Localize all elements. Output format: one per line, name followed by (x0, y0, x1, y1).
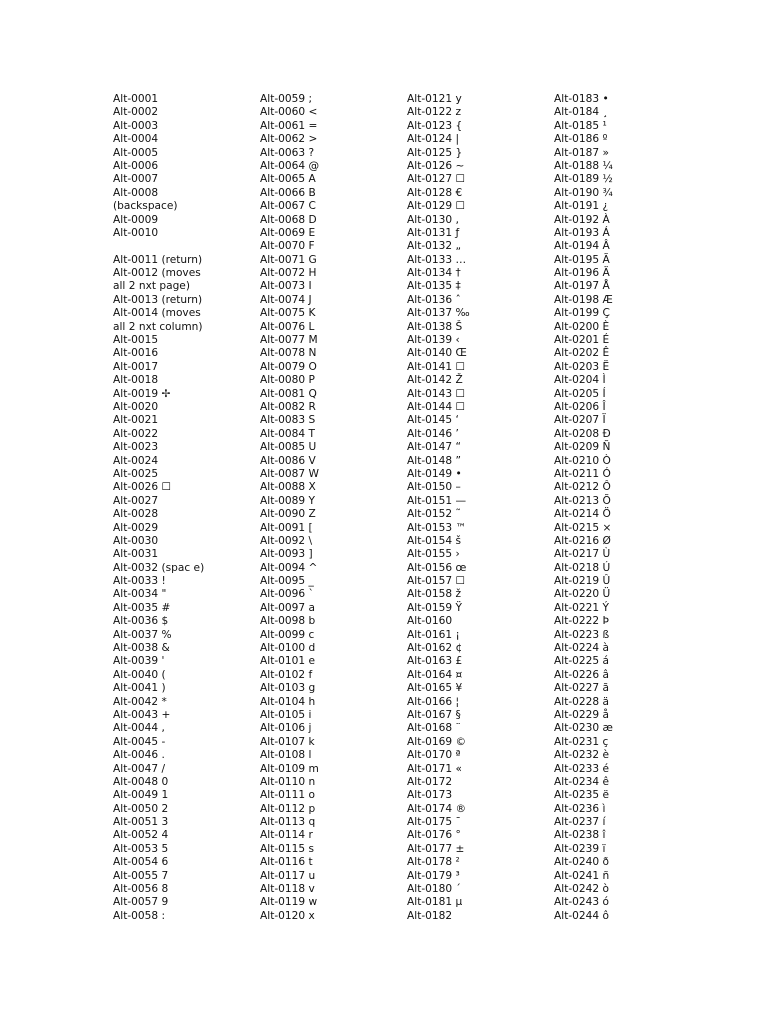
alt-code-entry: Alt-0166 ¦ (407, 695, 460, 708)
alt-code-entry: Alt-0226 â (554, 668, 609, 681)
alt-code-entry: Alt-0003 (113, 119, 159, 132)
alt-code-entry: Alt-0116 t (260, 856, 313, 869)
alt-code-entry: Alt-0031 (113, 548, 159, 561)
alt-code-entry: Alt-0025 (113, 467, 159, 480)
alt-code-entry: Alt-0006 (113, 159, 159, 172)
alt-code-entry: Alt-0225 á (554, 655, 609, 668)
alt-code-entry: Alt-0199 Ç (554, 307, 610, 320)
alt-code-entry: Alt-0128 € (407, 186, 463, 199)
alt-code-entry: Alt-0190 ¾ (554, 186, 613, 199)
alt-code-entry: Alt-0121 y (407, 93, 462, 105)
alt-code-entry: Alt-0086 V (260, 454, 316, 467)
alt-code-entry: Alt-0070 F (260, 240, 315, 253)
alt-code-entry: Alt-0238 î (554, 829, 606, 842)
alt-code-entry: Alt-0069 E (260, 226, 316, 239)
alt-code-entry: Alt-0134 † (407, 267, 461, 280)
alt-code-entry: Alt-0014 (moves (113, 307, 201, 320)
alt-code-entry: Alt-0058 : (113, 909, 166, 922)
alt-code-entry: Alt-0011 (return) (113, 253, 203, 266)
alt-code-entry: Alt-0167 § (407, 708, 461, 721)
column-4 (554, 93, 613, 923)
alt-code-entry: Alt-0168 ¨ (407, 722, 461, 735)
alt-code-entry: Alt-0023 (113, 441, 159, 454)
alt-code-entry: all 2 nxt column) (113, 320, 203, 333)
alt-code-entry: Alt-0123 { (407, 119, 463, 132)
alt-code-entry: Alt-0162 ¢ (407, 642, 463, 655)
alt-code-entry: Alt-0090 Z (260, 508, 316, 521)
alt-code-entry: Alt-0142 Ž (407, 374, 463, 387)
alt-code-entry: Alt-0153 ™ (407, 521, 467, 534)
alt-code-entry: Alt-0049 1 (113, 789, 169, 802)
alt-code-entry: Alt-0202 Ê (554, 347, 610, 360)
alt-code-entry: Alt-0109 m (260, 762, 319, 775)
alt-code-entry: Alt-0110 n (260, 775, 316, 788)
alt-code-entry: Alt-0192 À (554, 213, 610, 226)
alt-code-entry: Alt-0141 ☐ (407, 360, 465, 373)
alt-code-entry: Alt-0005 (113, 146, 159, 159)
alt-code-entry: Alt-0107 k (260, 735, 315, 748)
alt-code-entry: Alt-0106 j (260, 722, 312, 735)
alt-code-entry: Alt-0092 \ (260, 534, 313, 547)
alt-code-entry: Alt-0131 ƒ (407, 226, 460, 239)
alt-code-entry: Alt-0222 Þ (554, 615, 609, 628)
alt-code-entry: Alt-0137 ‰ (407, 307, 470, 320)
alt-code-entry: Alt-0088 X (260, 481, 316, 494)
alt-code-entry: Alt-0096 ` (260, 588, 314, 601)
alt-code-entry: Alt-0208 Ð (554, 427, 611, 440)
alt-code-entry: Alt-0130 ‚ (407, 213, 459, 226)
alt-code-entry: Alt-0193 Á (554, 226, 610, 239)
alt-code-entry: Alt-0230 æ (554, 722, 613, 735)
column-3 (407, 93, 470, 923)
alt-code-entry: Alt-0032 (spac e) (113, 561, 205, 574)
alt-code-entry: Alt-0207 Ï (554, 414, 606, 427)
alt-code-entry: Alt-0019 ✢ (113, 387, 171, 400)
alt-code-entry: Alt-0035 # (113, 601, 171, 614)
alt-code-entry: Alt-0203 Ë (554, 360, 610, 373)
alt-code-entry: Alt-0065 A (260, 173, 316, 186)
alt-code-entry: Alt-0152 ˜ (407, 508, 461, 521)
alt-code-entry: Alt-0073 I (260, 280, 312, 293)
alt-code-entry: Alt-0113 q (260, 816, 316, 829)
alt-code-entry: Alt-0009 (113, 213, 159, 226)
alt-code-entry: Alt-0240 ð (554, 856, 609, 869)
alt-code-entry: Alt-0064 @ (260, 159, 320, 172)
alt-code-entry: Alt-0200 È (554, 320, 610, 333)
alt-code-entry: Alt-0071 G (260, 253, 317, 266)
alt-code-entry: Alt-0051 3 (113, 816, 169, 829)
alt-code-entry: Alt-0224 à (554, 642, 609, 655)
alt-code-entry: Alt-0144 ☐ (407, 400, 465, 413)
alt-code-entry: Alt-0184 ¸ (554, 106, 608, 119)
alt-code-entry: Alt-0029 (113, 521, 159, 534)
alt-code-entry: Alt-0223 ß (554, 628, 610, 641)
alt-code-entry: Alt-0235 ë (554, 789, 610, 802)
alt-code-entry: Alt-0212 Ô (554, 481, 611, 494)
alt-code-entry: Alt-0038 & (113, 642, 170, 655)
alt-code-entry: Alt-0174 ® (407, 802, 467, 815)
alt-code-entry: Alt-0135 ‡ (407, 280, 461, 293)
alt-code-entry: Alt-0030 (113, 534, 159, 547)
alt-code-entry: Alt-0008 (113, 186, 159, 199)
alt-code-entry: Alt-0081 Q (260, 387, 317, 400)
alt-code-entry: Alt-0210 Ò (554, 454, 611, 467)
alt-code-entry: Alt-0066 B (260, 186, 316, 199)
column-2 (260, 93, 319, 923)
alt-code-entry: Alt-0102 f (260, 668, 313, 681)
alt-code-entry: Alt-0034 " (113, 588, 167, 601)
alt-code-entry: Alt-0084 T (260, 427, 315, 440)
alt-code-entry: Alt-0229 å (554, 708, 609, 721)
alt-code-entry: Alt-0173 (407, 789, 453, 802)
alt-code-entry: Alt-0046 . (113, 749, 165, 762)
alt-code-entry: Alt-0217 Ù (554, 548, 611, 561)
alt-code-entry: Alt-0124 | (407, 133, 460, 146)
alt-code-entry: Alt-0050 2 (113, 802, 169, 815)
alt-code-entry: Alt-0148 ” (407, 454, 461, 467)
alt-code-entry: Alt-0052 4 (113, 829, 169, 842)
alt-code-entry: Alt-0163 £ (407, 655, 463, 668)
alt-code-entry: Alt-0176 ° (407, 829, 461, 842)
alt-code-entry: Alt-0104 h (260, 695, 316, 708)
alt-code-entry: Alt-0186 º (554, 133, 608, 146)
alt-code-entry: Alt-0127 ☐ (407, 173, 465, 186)
alt-code-entry: Alt-0143 ☐ (407, 387, 465, 400)
alt-code-entry: Alt-0074 J (260, 293, 312, 306)
alt-code-entry: Alt-0002 (113, 106, 159, 119)
alt-code-entry: Alt-0080 P (260, 374, 315, 387)
alt-code-entry: Alt-0232 è (554, 749, 610, 762)
alt-code-entry: Alt-0219 Û (554, 575, 611, 588)
alt-code-entry: Alt-0155 › (407, 548, 460, 561)
alt-code-entry: Alt-0027 (113, 494, 159, 507)
alt-code-entry: Alt-0216 Ø (554, 534, 611, 547)
alt-code-entry: Alt-0179 ³ (407, 869, 460, 882)
alt-code-entry: Alt-0164 ¤ (407, 668, 463, 681)
alt-code-entry: Alt-0099 c (260, 628, 315, 641)
alt-code-entry: Alt-0196 Ä (554, 267, 610, 280)
alt-code-entry: Alt-0170 ª (407, 749, 461, 762)
alt-code-entry: Alt-0146 ’ (407, 427, 459, 440)
alt-code-entry: Alt-0047 / (113, 762, 166, 775)
alt-code-entry: Alt-0189 ½ (554, 173, 613, 186)
alt-code-entry: Alt-0220 Ü (554, 588, 611, 601)
alt-code-entry: Alt-0040 ( (113, 668, 166, 681)
alt-code-entry: Alt-0180 ´ (407, 883, 461, 896)
alt-code-entry: Alt-0145 ‘ (407, 414, 459, 427)
alt-code-entry: Alt-0089 Y (260, 494, 315, 507)
alt-code-entry: Alt-0095 _ (260, 575, 314, 588)
alt-code-entry: Alt-0115 s (260, 842, 315, 855)
alt-code-entry: Alt-0198 Æ (554, 293, 613, 306)
alt-code-entry: Alt-0036 $ (113, 615, 169, 628)
alt-code-entry: Alt-0017 (113, 360, 159, 373)
alt-code-entry: Alt-0119 w (260, 896, 318, 909)
alt-code-entry: Alt-0026 ☐ (113, 481, 171, 494)
alt-code-entry: Alt-0093 ] (260, 548, 313, 561)
alt-code-entry: Alt-0213 Õ (554, 494, 611, 507)
alt-code-entry: Alt-0016 (113, 347, 159, 360)
alt-code-entry: Alt-0043 + (113, 708, 171, 721)
alt-code-entry: Alt-0177 ± (407, 842, 465, 855)
alt-code-entry: Alt-0129 ☐ (407, 200, 465, 213)
alt-code-entry: Alt-0191 ¿ (554, 200, 609, 213)
alt-code-entry: Alt-0114 r (260, 829, 313, 842)
alt-code-entry: Alt-0171 « (407, 762, 462, 775)
alt-code-entry: Alt-0158 ž (407, 588, 462, 601)
alt-code-entry: Alt-0067 C (260, 200, 316, 213)
alt-code-entry: Alt-0147 “ (407, 441, 461, 454)
alt-code-entry: Alt-0048 0 (113, 775, 169, 788)
alt-code-entry: Alt-0197 Å (554, 280, 610, 293)
alt-code-entry: Alt-0018 (113, 374, 159, 387)
alt-code-entry: Alt-0159 Ÿ (407, 601, 462, 614)
alt-code-entry: Alt-0209 Ñ (554, 441, 611, 454)
alt-code-entry: Alt-0161 ¡ (407, 628, 460, 641)
alt-code-entry: Alt-0117 u (260, 869, 316, 882)
alt-code-entry: Alt-0062 > (260, 133, 318, 146)
alt-code-entry: Alt-0118 v (260, 883, 315, 896)
alt-code-entry: Alt-0195 Ã (554, 253, 610, 266)
alt-code-entry: Alt-0138 Š (407, 320, 463, 333)
alt-code-entry: Alt-0156 œ (407, 561, 467, 574)
alt-code-entry: Alt-0098 b (260, 615, 316, 628)
alt-code-entry: Alt-0218 Ú (554, 561, 611, 574)
alt-code-entry: Alt-0165 ¥ (407, 682, 463, 695)
alt-code-entry: Alt-0140 Œ (407, 347, 467, 360)
alt-code-entry: Alt-0068 D (260, 213, 317, 226)
alt-code-entry: Alt-0172 (407, 775, 453, 788)
alt-code-entry: Alt-0228 ä (554, 695, 609, 708)
alt-code-entry: Alt-0160 (407, 615, 453, 628)
alt-code-entry: Alt-0111 o (260, 789, 315, 802)
alt-code-entry: Alt-0085 U (260, 441, 317, 454)
alt-code-entry: Alt-0132 „ (407, 240, 461, 253)
alt-code-entry: Alt-0101 e (260, 655, 316, 668)
alt-code-entry: Alt-0007 (113, 173, 159, 186)
alt-code-entry: Alt-0182 (407, 909, 453, 922)
alt-code-entry: Alt-0206 Î (554, 400, 606, 413)
alt-code-entry: Alt-0244 ô (554, 909, 609, 922)
alt-code-entry: Alt-0021 (113, 414, 159, 427)
alt-code-entry: Alt-0157 ☐ (407, 575, 465, 588)
alt-code-entry: Alt-0178 ² (407, 856, 460, 869)
alt-code-entry: Alt-0012 (moves (113, 267, 201, 280)
alt-code-entry: Alt-0078 N (260, 347, 317, 360)
alt-code-entry: Alt-0108 l (260, 749, 312, 762)
alt-code-entry: Alt-0082 R (260, 400, 316, 413)
alt-code-entry: Alt-0169 © (407, 735, 467, 748)
alt-code-entry: Alt-0054 6 (113, 856, 169, 869)
alt-code-entry: Alt-0187 » (554, 146, 609, 159)
alt-code-entry (113, 240, 204, 253)
alt-code-entry: Alt-0239 ï (554, 842, 606, 855)
alt-code-entry: Alt-0234 ê (554, 775, 610, 788)
alt-code-entry: Alt-0020 (113, 400, 159, 413)
alt-code-entry: Alt-0242 ò (554, 883, 609, 896)
alt-code-entry: Alt-0004 (113, 133, 159, 146)
alt-code-entry: Alt-0126 ~ (407, 159, 465, 172)
alt-code-entry: Alt-0112 p (260, 802, 316, 815)
alt-code-entry: Alt-0079 O (260, 360, 317, 373)
alt-code-entry: Alt-0010 (113, 226, 159, 239)
alt-code-entry: Alt-0063 ? (260, 146, 315, 159)
alt-code-entry: Alt-0243 ó (554, 896, 609, 909)
alt-code-entry: Alt-0041 ) (113, 682, 166, 695)
alt-code-entry: Alt-0033 ! (113, 575, 166, 588)
alt-code-entry: Alt-0221 Ý (554, 601, 609, 614)
alt-code-entry: (backspace) (113, 200, 178, 213)
alt-code-entry: Alt-0214 Ö (554, 508, 611, 521)
alt-code-entry: Alt-0077 M (260, 334, 318, 347)
alt-code-entry: Alt-0183 • (554, 93, 609, 105)
alt-code-entry: Alt-0059 ; (260, 93, 313, 105)
alt-code-entry: Alt-0215 × (554, 521, 612, 534)
alt-code-entry: Alt-0037 % (113, 628, 172, 641)
alt-code-entry: Alt-0236 ì (554, 802, 606, 815)
alt-code-entry: Alt-0024 (113, 454, 159, 467)
alt-code-entry: Alt-0044 , (113, 722, 165, 735)
alt-code-entry: Alt-0154 š (407, 534, 462, 547)
alt-code-entry: Alt-0045 - (113, 735, 166, 748)
alt-code-entry: Alt-0087 W (260, 467, 319, 480)
alt-code-entry: Alt-0013 (return) (113, 293, 203, 306)
alt-code-entry: Alt-0241 ñ (554, 869, 610, 882)
alt-code-entry: Alt-0136 ˆ (407, 293, 461, 306)
alt-code-entry: Alt-0061 = (260, 119, 318, 132)
alt-code-entry: Alt-0233 é (554, 762, 610, 775)
alt-code-entry: Alt-0150 – (407, 481, 461, 494)
alt-code-entry: Alt-0175 ¯ (407, 816, 461, 829)
alt-code-entry: Alt-0125 } (407, 146, 463, 159)
alt-code-entry: Alt-0133 … (407, 253, 467, 266)
alt-code-entry: Alt-0231 ç (554, 735, 609, 748)
alt-code-entry: Alt-0097 a (260, 601, 315, 614)
alt-code-entry: Alt-0122 z (407, 106, 462, 119)
alt-code-entry: Alt-0120 x (260, 909, 315, 922)
alt-code-entry: Alt-0039 ' (113, 655, 165, 668)
alt-code-entry: Alt-0076 L (260, 320, 315, 333)
alt-code-entry: Alt-0201 É (554, 334, 610, 347)
alt-code-entry: Alt-0055 7 (113, 869, 169, 882)
alt-code-entry: Alt-0028 (113, 508, 159, 521)
alt-code-entry: Alt-0053 5 (113, 842, 169, 855)
alt-code-entry: Alt-0022 (113, 427, 159, 440)
alt-code-entry: Alt-0100 d (260, 642, 316, 655)
alt-code-entry: Alt-0188 ¼ (554, 159, 613, 172)
alt-code-entry: Alt-0060 < (260, 106, 318, 119)
alt-code-entry: Alt-0103 g (260, 682, 316, 695)
alt-code-entry: Alt-0075 K (260, 307, 316, 320)
alt-code-entry: Alt-0091 [ (260, 521, 313, 534)
alt-code-entry: Alt-0149 • (407, 467, 462, 480)
alt-code-entry: Alt-0237 í (554, 816, 606, 829)
alt-code-entry: Alt-0151 — (407, 494, 467, 507)
alt-code-entry: Alt-0204 Ì (554, 374, 606, 387)
alt-code-entry: Alt-0001 (113, 93, 159, 105)
alt-code-entry: Alt-0072 H (260, 267, 317, 280)
alt-code-entry: all 2 nxt page) (113, 280, 190, 293)
alt-code-entry: Alt-0057 9 (113, 896, 169, 909)
alt-code-entry: Alt-0015 (113, 334, 159, 347)
alt-code-entry: Alt-0056 8 (113, 883, 169, 896)
alt-code-entry: Alt-0139 ‹ (407, 334, 460, 347)
alt-code-entry: Alt-0194 Â (554, 240, 610, 253)
alt-code-entry: Alt-0211 Ó (554, 467, 611, 480)
alt-code-entry: Alt-0227 ã (554, 682, 609, 695)
alt-code-entry: Alt-0205 Í (554, 387, 606, 400)
alt-code-entry: Alt-0185 ¹ (554, 119, 607, 132)
alt-code-entry: Alt-0181 µ (407, 896, 463, 909)
alt-code-entry: Alt-0094 ^ (260, 561, 318, 574)
column-1 (113, 93, 204, 923)
alt-code-entry: Alt-0105 i (260, 708, 312, 721)
alt-code-entry: Alt-0042 * (113, 695, 167, 708)
alt-code-entry: Alt-0083 S (260, 414, 316, 427)
